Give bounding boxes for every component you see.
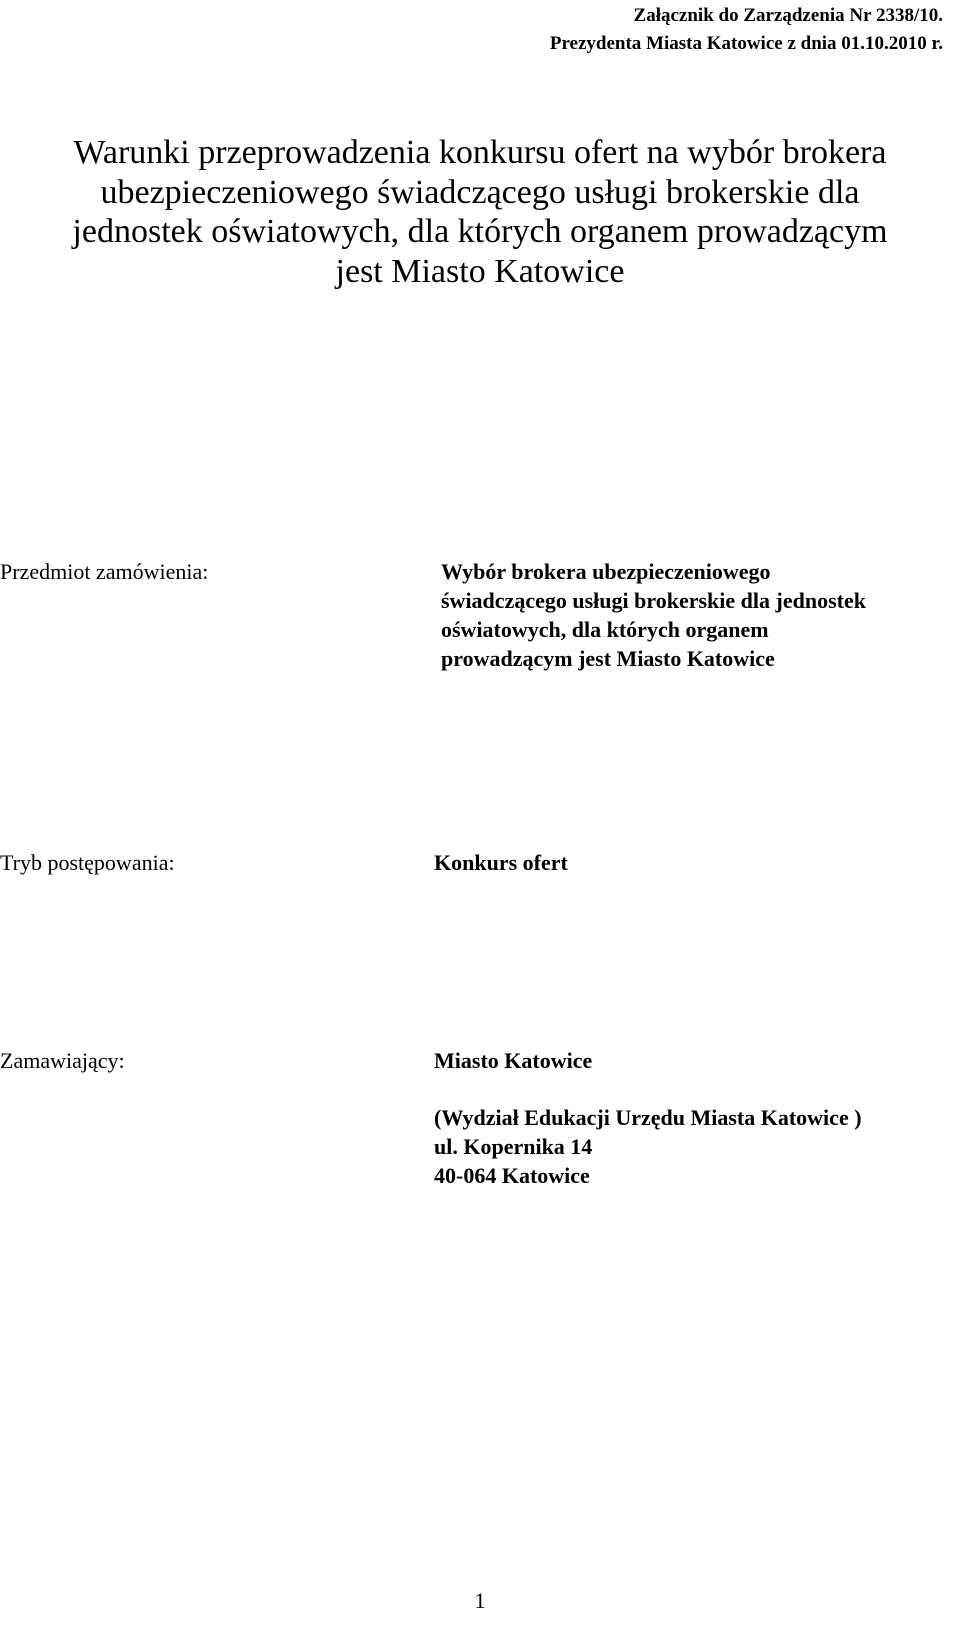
attachment-note-line-1: Załącznik do Zarządzenia Nr 2338/10.	[633, 5, 943, 26]
attachment-note-line-2: Prezydenta Miasta Katowice z dnia 01.10.2010 r.	[549, 33, 943, 54]
orderer-value: Miasto Katowice	[434, 1048, 593, 1073]
subject-label: Przedmiot zamówienia:	[0, 559, 209, 584]
orderer-address	[434, 1103, 862, 1190]
orderer-address-line-1: (Wydział Edukacji Urzędu Miasta Katowice )	[434, 1105, 862, 1130]
procedure-value: Konkurs ofert	[434, 850, 568, 875]
document-title-line-4: jest Miasto Katowice	[335, 252, 625, 290]
orderer-address-line-3: 40-064 Katowice	[434, 1163, 590, 1188]
document-title-line-1: Warunki przeprowadzenia konkursu ofert na wybór brokera	[73, 134, 887, 171]
procedure-label: Tryb postępowania:	[0, 850, 175, 875]
document-title	[0, 133, 960, 291]
subject-value-line-3: oświatowych, dla których organem	[441, 617, 769, 642]
orderer-address-line-2: ul. Kopernika 14	[434, 1134, 593, 1159]
document-title-line-2: ubezpieczeniowego świadczącego usługi brokerskie dla	[100, 173, 860, 211]
page-number: 1	[474, 1588, 486, 1613]
orderer-label: Zamawiający:	[0, 1048, 125, 1073]
subject-value-line-1: Wybór brokera ubezpieczeniowego	[441, 559, 771, 584]
subject-value	[441, 557, 866, 673]
subject-value-line-4: prowadzącym jest Miasto Katowice	[441, 646, 775, 671]
attachment-note	[550, 2, 943, 58]
document-title-line-3: jednostek oświatowych, dla których organem prowadzącym	[72, 213, 888, 250]
subject-value-line-2: świadczącego usługi brokerskie dla jednostek	[441, 588, 866, 613]
